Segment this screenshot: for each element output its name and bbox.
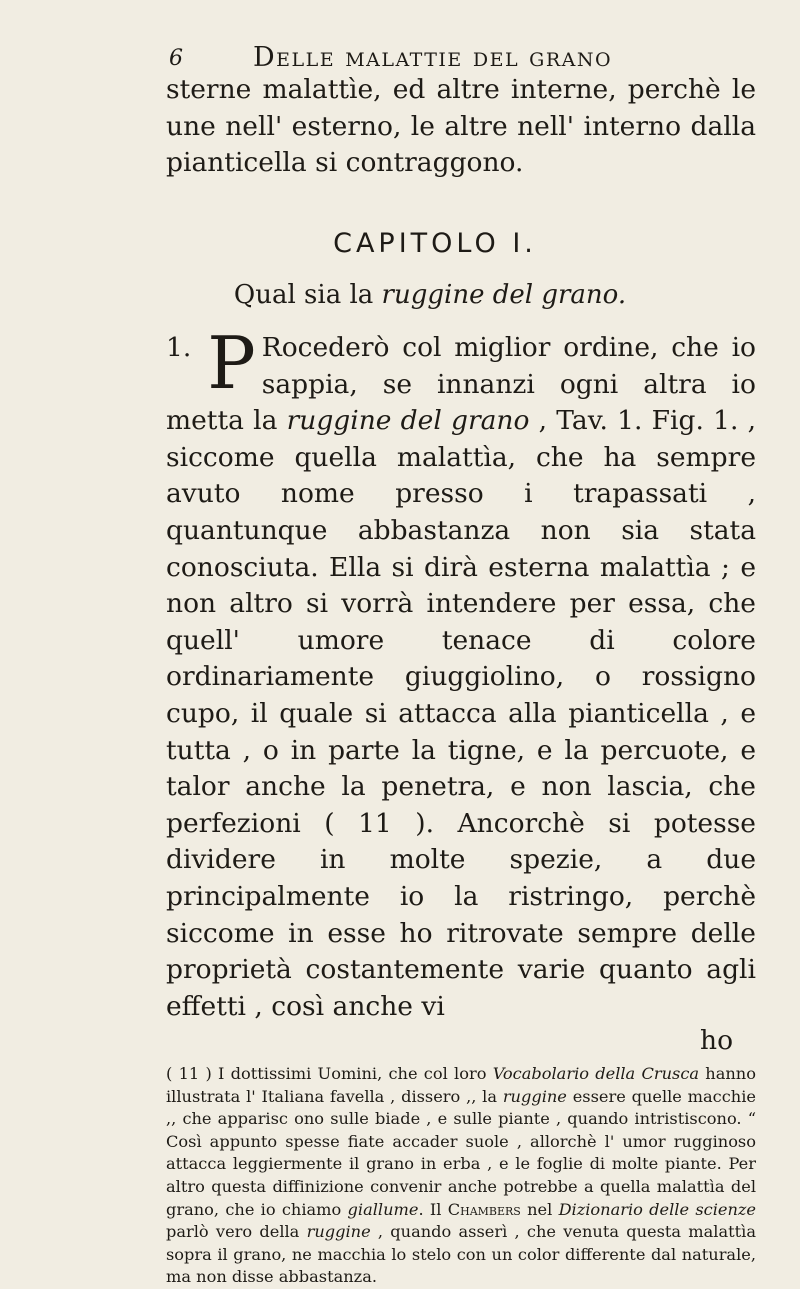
footnote-text-5: nel (520, 1199, 559, 1219)
paragraph-text-2: , Tav. 1. Fig. 1. , siccome quella malattìa, che ha sempre avuto nome presso i trapassati , quantunque abbastanza non sia stata conosciuta. Ella si dirà esterna malattìa ; e non altro si vorrà intendere per essa, che quell' umore tenace di colore ordinariamente giuggiolino, o rossigno cupo, il quale si attacca alla pianticella , e tutta , o in parte la tigne, e la percuote, e talor anche la penetra, e non lascia, che perfezioni ( 11 ). Ancorchè si potesse dividere in molte spezie, a due principalmente io la ristringo, perchè siccome in esse ho ritrovate sempre delle proprietà costantemente varie quanto agli effetti , così anche vi (166, 405, 757, 1022)
footnote-italic-4: Dizionario delle scienze (558, 1199, 756, 1219)
footnote (166, 1063, 756, 1289)
footnote-italic-2: ruggine (502, 1086, 567, 1106)
drop-cap: P (207, 321, 256, 405)
footnote-text-7: , quando asserì , che venuta questa malattìa sopra il grano, ne macchia lo stelo con un color differente dal naturale, ma non disse abbastanza. (166, 1222, 756, 1287)
running-title: Delle malattie del grano (253, 42, 613, 73)
footnote-italic-3: giallume (347, 1199, 419, 1219)
paragraph-number: 1. (166, 332, 192, 363)
chapter-heading: CAPITOLO I. (333, 228, 537, 259)
paragraph-italic-1: ruggine del grano (286, 405, 530, 437)
subtitle-plain: Qual sia la (233, 280, 382, 310)
footnote-smallcaps-1: Chambers (447, 1199, 521, 1219)
footnote-text-4: . Il (418, 1199, 448, 1219)
subtitle-italic: ruggine del grano. (381, 280, 627, 310)
catchword: ho (700, 1025, 734, 1056)
main-paragraph (166, 321, 757, 1025)
footnote-italic-5: ruggine (306, 1222, 371, 1242)
paragraph-text-1: Rocederò col miglior ordine, che io sappia, se innanzi ogni altra io metta la (166, 332, 756, 437)
footnote-text-6: parlò vero della (166, 1222, 307, 1242)
footnote-text-1: ( 11 ) I dottissimi Uomini, che col loro (166, 1064, 493, 1083)
footnote-text-2: hanno illustrata l' Italiana favella , dissero ,, la (166, 1064, 756, 1106)
page-number: 6 (169, 46, 184, 71)
chapter-subtitle (0, 280, 800, 310)
intro-paragraph: sterne malattìe, ed altre interne, perchè le une nell' esterno, le altre nell' interno dalla pianticella si contraggono. (166, 74, 756, 179)
footnote-text-3: essere quelle macchie ,, che apparisc ono sulle biade , e sulle piante , quando intristiscono. “ Così appunto spesse fiate accader suole , allorchè l' umor rugginoso attacca leggiermente il grano in erba , e le foglie di molte piante. Per altro questa diffinizione convenir anche potrebbe a quella malattìa del grano, che io chiamo (166, 1086, 756, 1219)
footnote-italic-1: Vocabolario della Crusca (492, 1064, 700, 1083)
